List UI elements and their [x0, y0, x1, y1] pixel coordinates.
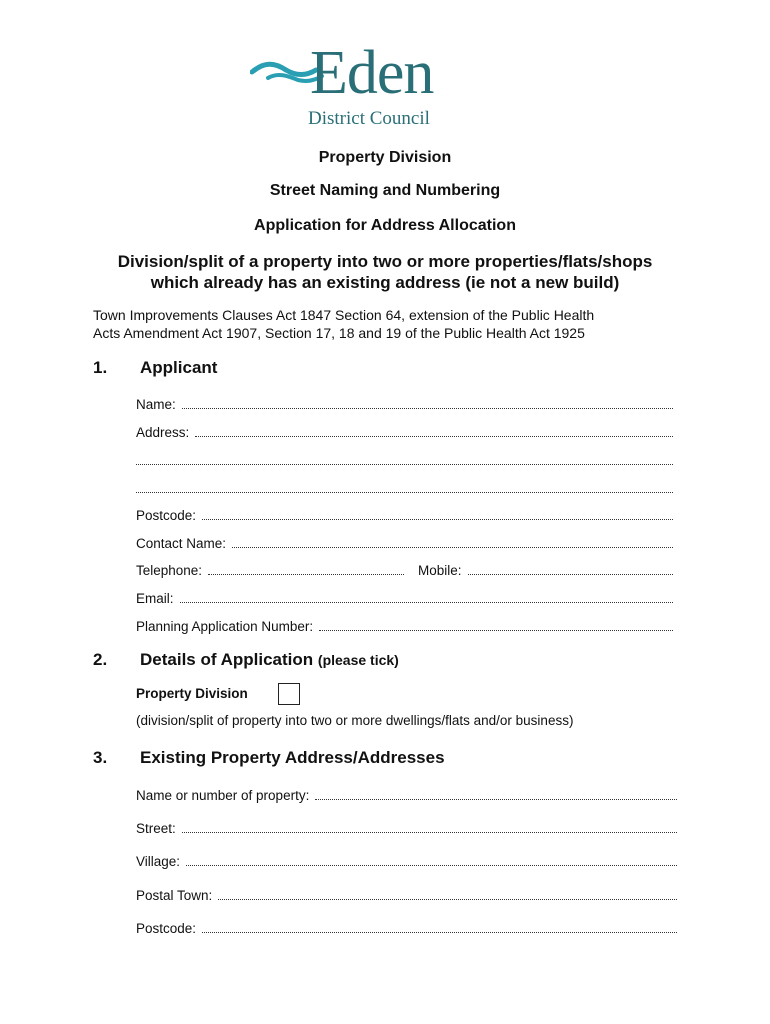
name-label: Name:	[136, 397, 176, 412]
email-field[interactable]	[136, 590, 673, 606]
heading-street-naming: Street Naming and Numbering	[269, 182, 501, 199]
address-dotted-line[interactable]	[195, 424, 673, 437]
telephone-dotted-line[interactable]	[208, 562, 404, 575]
heading-property-division: Property Division	[318, 149, 452, 166]
heading-division-split	[0, 251, 770, 293]
existing-postcode-dotted-line[interactable]	[202, 920, 677, 933]
postal-town-field[interactable]	[136, 887, 677, 903]
section2-title-text: Details of Application	[140, 650, 314, 669]
logo-wordmark: Eden	[310, 39, 434, 107]
address-line-2[interactable]	[136, 452, 673, 465]
postcode-dotted-line[interactable]	[202, 507, 673, 520]
section3-number: 3.	[93, 748, 108, 767]
email-label: Email:	[136, 591, 174, 606]
property-name-number-label: Name or number of property:	[136, 788, 310, 803]
section1-number: 1.	[93, 358, 108, 377]
section2-title	[140, 650, 399, 670]
acts-line1: Town Improvements Clauses Act 1847 Section 64, extension of the Public Health	[93, 307, 595, 323]
section3-title: Existing Property Address/Addresses	[140, 748, 445, 767]
planning-number-label: Planning Application Number:	[136, 619, 314, 634]
telephone-field[interactable]	[136, 562, 404, 578]
heading-application: Application for Address Allocation	[254, 217, 516, 234]
property-name-number-field[interactable]	[136, 787, 677, 803]
property-name-number-dotted-line[interactable]	[315, 787, 677, 800]
heading-division-line1: Division/split of a property into two or more properties/flats/shops	[117, 252, 653, 271]
planning-number-dotted-line[interactable]	[319, 618, 673, 631]
address-line-3[interactable]	[136, 480, 673, 493]
heading-division-line2: which already has an existing address (ie not a new build)	[150, 273, 620, 292]
street-dotted-line[interactable]	[182, 820, 677, 833]
planning-number-field[interactable]	[136, 618, 673, 634]
postal-town-label: Postal Town:	[136, 888, 213, 903]
contact-name-label: Contact Name:	[136, 536, 227, 551]
existing-postcode-label: Postcode:	[136, 921, 197, 936]
name-field[interactable]	[136, 396, 673, 412]
acts-reference	[93, 306, 693, 342]
acts-line2: Acts Amendment Act 1907, Section 17, 18 and 19 of the Public Health Act 1925	[93, 325, 585, 341]
telephone-label: Telephone:	[136, 563, 203, 578]
address-dotted-line-3[interactable]	[136, 480, 673, 493]
section2-number: 2.	[93, 650, 108, 669]
address-label: Address:	[136, 425, 190, 440]
email-dotted-line[interactable]	[180, 590, 673, 603]
postcode-field[interactable]	[136, 507, 673, 523]
mobile-label: Mobile:	[418, 563, 462, 578]
eden-logo	[250, 40, 480, 135]
property-division-option-label: Property Division	[136, 686, 248, 701]
existing-postcode-field[interactable]	[136, 920, 677, 936]
contact-name-dotted-line[interactable]	[232, 535, 673, 548]
section1-title: Applicant	[140, 358, 218, 377]
logo-subtitle: District Council	[308, 108, 430, 129]
property-division-checkbox[interactable]	[278, 683, 300, 705]
property-division-description: (division/split of property into two or more dwellings/flats and/or business)	[136, 713, 574, 728]
street-field[interactable]	[136, 820, 677, 836]
address-dotted-line-2[interactable]	[136, 452, 673, 465]
village-label: Village:	[136, 854, 181, 869]
contact-name-field[interactable]	[136, 535, 673, 551]
name-dotted-line[interactable]	[182, 396, 673, 409]
postcode-label: Postcode:	[136, 508, 197, 523]
address-field[interactable]	[136, 424, 673, 440]
section2-note: (please tick)	[317, 652, 399, 668]
village-field[interactable]	[136, 853, 677, 869]
mobile-dotted-line[interactable]	[468, 562, 673, 575]
street-label: Street:	[136, 821, 176, 836]
mobile-field[interactable]	[418, 562, 673, 578]
village-dotted-line[interactable]	[186, 853, 677, 866]
postal-town-dotted-line[interactable]	[218, 887, 677, 900]
